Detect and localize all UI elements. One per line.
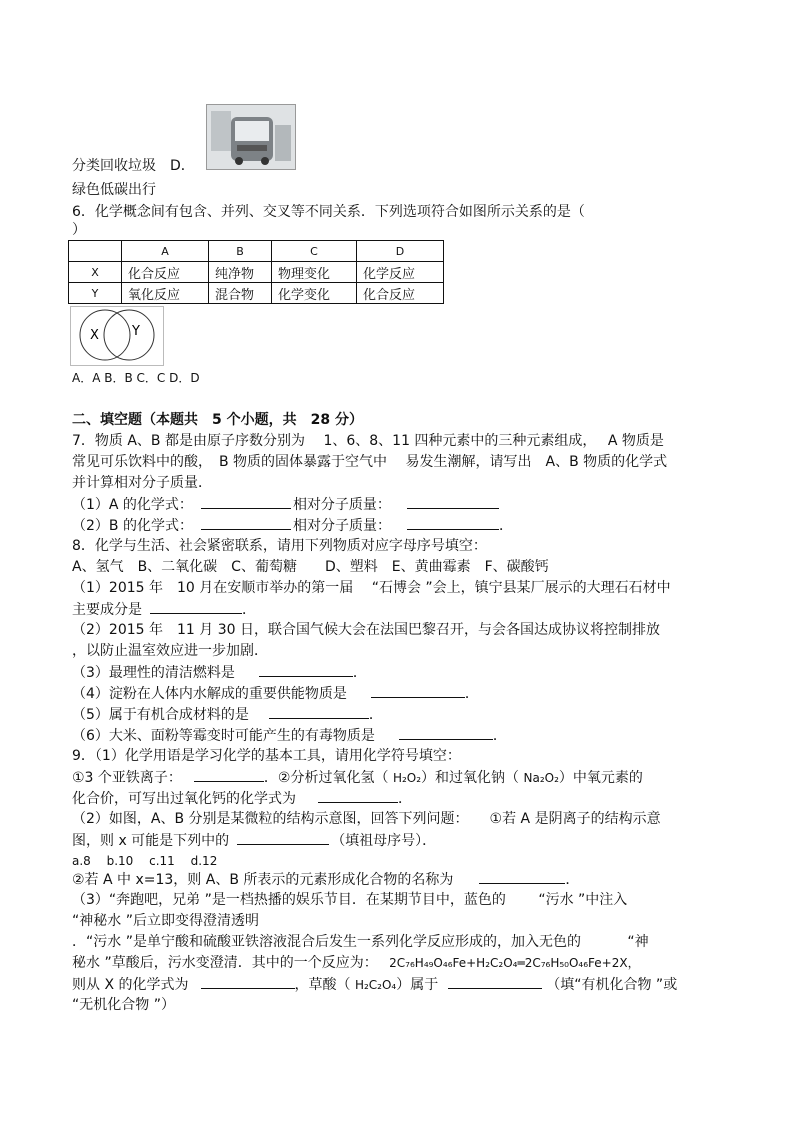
option-d-image (206, 104, 296, 170)
q9-s3-line6: “无机化合物 ”） (72, 997, 175, 1013)
answer-blank[interactable] (269, 704, 369, 719)
table-header-row (69, 241, 444, 262)
q6-stem-line2: ） (72, 222, 86, 238)
answer-blank[interactable] (150, 599, 242, 614)
q9-s3-line3: ．“污水 ”是单宁酸和硫酸亚铁溶液混合后发生一系列化学反应形成的，加入无色的 “神 (72, 934, 649, 950)
answer-blank[interactable] (318, 788, 398, 803)
table-row (69, 283, 444, 304)
answer-blank[interactable] (201, 515, 291, 530)
table-cell: 化学反应 (357, 262, 444, 283)
q9-s3-line5: 则从 X 的化学式为 ，草酸（ H₂C₂O₄）属于 （填“有机化合物 ”或 (72, 974, 677, 995)
answer-blank[interactable] (371, 683, 465, 698)
q8-s5: （5）属于有机合成材料的是 ． (72, 704, 383, 725)
option-c-label: 分类回收垃圾 D． (72, 158, 195, 174)
q9-s2-line2: 图，则 x 可能是下列中的 （填祖母序号）． (72, 830, 436, 851)
q8-s6: （6）大米、面粉等霉变时可能产生的有毒物质是 ． (72, 725, 507, 746)
answer-blank[interactable] (479, 869, 565, 884)
q6-stem-line1: 6．化学概念间有包含、并列、交叉等不同关系．下列选项符合如图所示关系的是（ (72, 204, 585, 220)
answer-blank[interactable] (259, 662, 353, 677)
table-header-cell: D (357, 241, 444, 262)
q9-s2-choices: a.8 b.10 c.11 d.12 (72, 854, 218, 868)
table-header-cell: B (209, 241, 272, 262)
q7-stem-line2: 常见可乐饮料中的酸， B 物质的固体暴露于空气中 易发生潮解，请写出 A、B 物质的化学式 (72, 454, 668, 470)
venn-diagram (70, 306, 164, 366)
table-cell: Y (69, 283, 122, 304)
q8-stem: 8．化学与生活、社会紧密联系，请用下列物质对应字母序号填空： (72, 538, 487, 554)
venn-label-y: Y (132, 324, 140, 339)
table-header-cell: C (272, 241, 357, 262)
table-cell: 化合反应 (122, 262, 209, 283)
q9-s3-line4: 秘水 ”草酸后，污水变澄清．其中的一个反应为： 2C₇₆H₄₉O₄₆Fe+H₂C₂O₄═2C₇₆H₅₀O₄₆Fe+2X， (72, 955, 640, 971)
table-cell: 化合反应 (357, 283, 444, 304)
q8-s2-line2: ，以防止温室效应进一步加剧． (72, 643, 268, 659)
q7-sub2: （2）B 的化学式： 相对分子质量： ． (72, 515, 513, 536)
section-title: 二、填空题（本题共 5 个小题，共 28 分） (72, 412, 363, 428)
q7-stem-line1: 7．物质 A、B 都是由原子序数分别为 1、6、8、11 四种元素中的三种元素组成， A 物质是 (72, 433, 664, 449)
answer-blank[interactable] (448, 974, 542, 989)
q8-s3: （3）最理性的清洁燃料是 ． (72, 662, 367, 683)
q9-s1-stem: 9．（1）化学用语是学习化学的基本工具，请用化学符号填空： (72, 748, 461, 764)
q9-s1-line2: 化合价，可写出过氧化钙的化学式为 ． (72, 788, 412, 809)
q6-options-table (68, 240, 444, 304)
table-cell: 化学变化 (272, 283, 357, 304)
answer-blank[interactable] (237, 830, 329, 845)
q9-s2-line1: （2）如图，A、B 分别是某微粒的结构示意图，回答下列问题： ①若 A 是阴离子的结构示意 (72, 811, 661, 827)
table-header-cell (69, 241, 122, 262)
table-cell: 氧化反应 (122, 283, 209, 304)
answer-blank[interactable] (399, 725, 493, 740)
q9-s2-line4: ②若 A 中 x=13，则 A、B 所表示的元素形成化合物的名称为 ． (72, 869, 579, 890)
q9-s1-line1: ①3 个亚铁离子： ．②分析过氧化氢（ H₂O₂）和过氧化钠（ Na₂O₂）中氧元素的 (72, 767, 643, 788)
q8-s4: （4）淀粉在人体内水解成的重要供能物质是 ． (72, 683, 479, 704)
table-cell: 混合物 (209, 283, 272, 304)
table-cell: 物理变化 (272, 262, 357, 283)
answer-blank[interactable] (201, 974, 295, 989)
answer-blank[interactable] (194, 767, 264, 782)
q8-choices: A、氢气 B、二氧化碳 C、葡萄糖 D、塑料 E、黄曲霉素 F、碳酸钙 (72, 559, 549, 575)
q7-sub1: （1）A 的化学式： 相对分子质量： (72, 494, 499, 515)
answer-blank[interactable] (407, 515, 499, 530)
q8-s1-line2: 主要成分是 ． (72, 599, 256, 620)
q9-s3-line2: “神秘水 ”后立即变得澄清透明 (72, 913, 259, 929)
q6-options: A．A B．B C．C D．D (72, 371, 200, 385)
bus-icon (207, 105, 295, 169)
venn-circles (71, 307, 163, 365)
reaction-equation: 2C₇₆H₄₉O₄₆Fe+H₂C₂O₄═2C₇₆H₅₀O₄₆Fe+2X， (389, 956, 640, 970)
answer-blank[interactable] (201, 494, 291, 509)
table-cell: 纯净物 (209, 262, 272, 283)
q7-stem-line3: 并计算相对分子质量． (72, 475, 212, 491)
table-header-cell: A (122, 241, 209, 262)
table-row (69, 262, 444, 283)
q8-s1-line1: （1）2015 年 10 月在安顺市举办的第一届 “石博会 ”会上，镇宁县某厂展示的大理石石材中 (72, 580, 671, 596)
q9-s3-line1: （3）“奔跑吧，兄弟 ”是一档热播的娱乐节目．在某期节目中，蓝色的 “污水 ”中注入 (72, 892, 628, 908)
table-cell: X (69, 262, 122, 283)
venn-label-x: X (90, 328, 99, 343)
option-d-label: 绿色低碳出行 (72, 182, 156, 198)
answer-blank[interactable] (407, 494, 499, 509)
q8-s2-line1: （2）2015 年 11 月 30 日，联合国气候大会在法国巴黎召开，与会各国达成协议将控制排放 (72, 622, 660, 638)
